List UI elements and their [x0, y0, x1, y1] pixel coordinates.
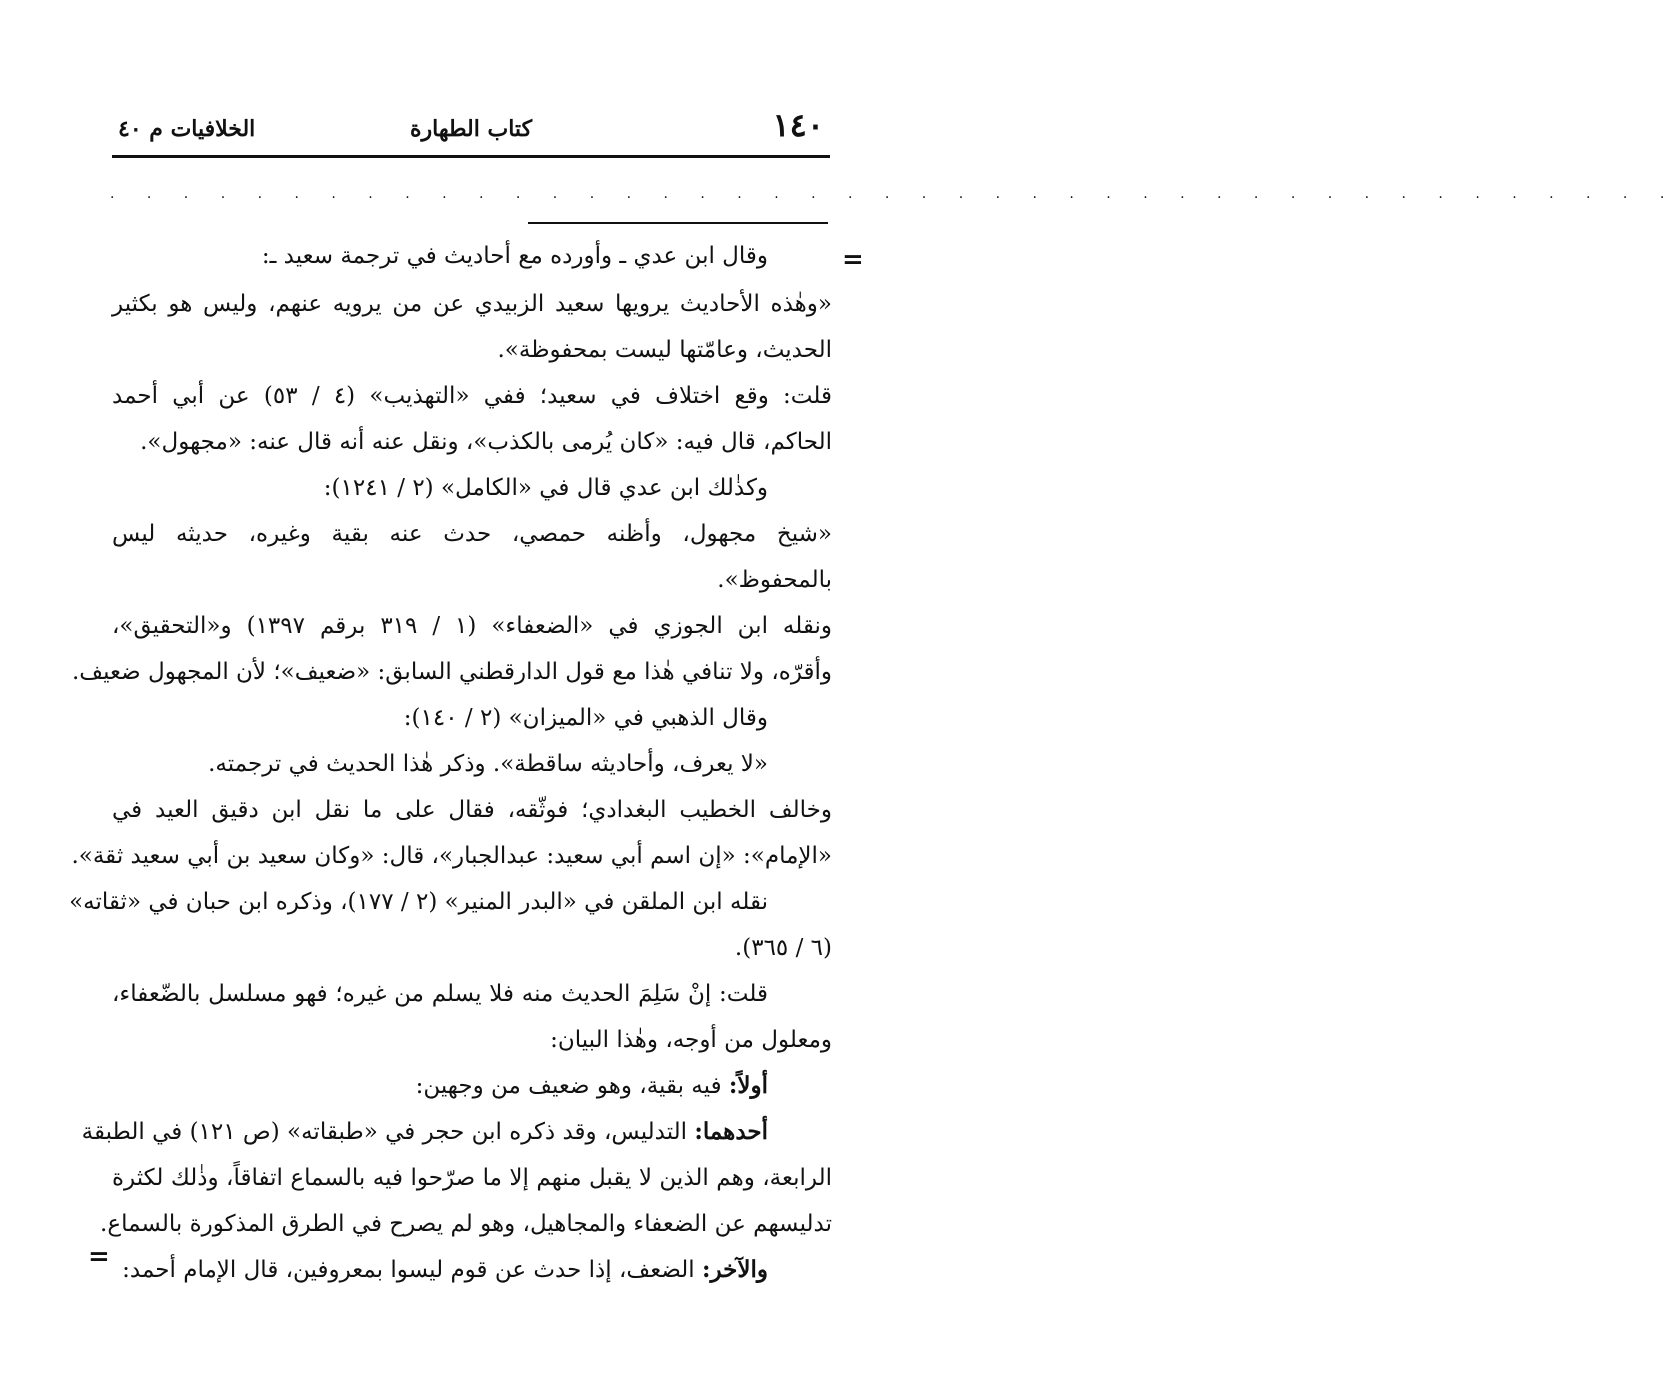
text-line: بالمحفوظ».	[717, 567, 832, 593]
running-title: كتاب الطهارة	[410, 116, 533, 142]
text-line: ومعلول من أوجه، وهٰذا البيان:	[550, 1027, 832, 1053]
page-number: ١٤٠	[772, 106, 824, 144]
line-rest: فيه بقية، وهو ضعيف من وجهين:	[415, 1073, 729, 1099]
text-line: «شيخ مجهول، وأظنه حمصي، حدث عنه بقية وغيره، حديثه ليس	[112, 521, 832, 547]
text-line: تدليسهم عن الضعفاء والمجاهيل، وهو لم يصرح في الطرق المذكورة بالسماع.	[100, 1211, 832, 1237]
text-line: وخالف الخطيب البغدادي؛ فوثّقه، فقال على ما نقل ابن دقيق العيد في	[112, 797, 832, 823]
header-rule	[112, 155, 830, 158]
text-line	[82, 1112, 768, 1152]
text-line: وكذٰلك ابن عدي قال في «الكامل» (٢ / ١٢٤١):	[323, 475, 768, 501]
lead-word: أحدهما:	[694, 1118, 768, 1145]
dotted-separator: . . . . . . . . . . . . . . . . . . . . . . . . . . . . . . . . . . . . . . . . . . .	[110, 186, 1678, 202]
text-line: «وهٰذه الأحاديث يرويها سعيد الزبيدي عن من يرويه عنهم، وليس هو بكثير	[112, 291, 832, 317]
line-rest: التدليس، وقد ذكره ابن حجر في «طبقاته» (ص ١٢١) في الطبقة	[81, 1119, 695, 1145]
text-line: الحاكم، قال فيه: «كان يُرمى بالكذب»، ونقل عنه أنه قال عنه: «مجهول».	[140, 429, 832, 455]
text-line: وقال الذهبي في «الميزان» (٢ / ١٤٠):	[403, 705, 768, 731]
text-line: نقله ابن الملقن في «البدر المنير» (٢ / ١٧٧)، وذكره ابن حبان في «ثقاته»	[69, 889, 768, 915]
line-rest: الضعف، إذا حدث عن قوم ليسوا بمعروفين، قال الإمام أحمد:	[122, 1257, 702, 1283]
text-line: وأقرّه، ولا تنافي هٰذا مع قول الدارقطني السابق: «ضعيف»؛ لأن المجهول ضعيف.	[71, 659, 832, 685]
footnote-rule	[528, 222, 828, 224]
text-line: «لا يعرف، وأحاديثه ساقطة». وذكر هٰذا الحديث في ترجمته.	[208, 751, 768, 777]
text-line: الرابعة، وهم الذين لا يقبل منهم إلا ما صرّحوا فيه بالسماع اتفاقاً، وذٰلك لكثرة	[112, 1165, 832, 1191]
text-line: وقال ابن عدي ـ وأورده مع أحاديث في ترجمة سعيد ـ:	[261, 243, 768, 269]
text-line	[416, 1066, 768, 1106]
text-line: قلت: إنْ سَلِمَ الحديث منه فلا يسلم من غيره؛ فهو مسلسل بالضّعفاء،	[112, 981, 768, 1007]
continuation-mark-top: =	[842, 245, 864, 275]
text-line: ونقله ابن الجوزي في «الضعفاء» (١ / ٣١٩ برقم ١٣٩٧) و«التحقيق»،	[112, 613, 833, 639]
lead-word: أولاً:	[728, 1072, 768, 1099]
continuation-mark-bottom: =	[88, 1242, 110, 1272]
text-line: الحديث، وعامّتها ليست بمحفوظة».	[497, 337, 832, 363]
text-line: «الإمام»: «إن اسم أبي سعيد: عبدالجبار»، قال: «وكان سعيد بن أبي سعيد ثقة».	[71, 843, 832, 869]
text-line: قلت: وقع اختلاف في سعيد؛ ففي «التهذيب» (٤ / ٥٣) عن أبي أحمد	[112, 383, 833, 409]
lead-word: والآخر:	[701, 1256, 768, 1283]
text-line: (٦ / ٣٦٥).	[734, 935, 832, 961]
text-line	[122, 1250, 768, 1290]
book-reference: الخلافيات م ٤٠	[118, 116, 256, 142]
